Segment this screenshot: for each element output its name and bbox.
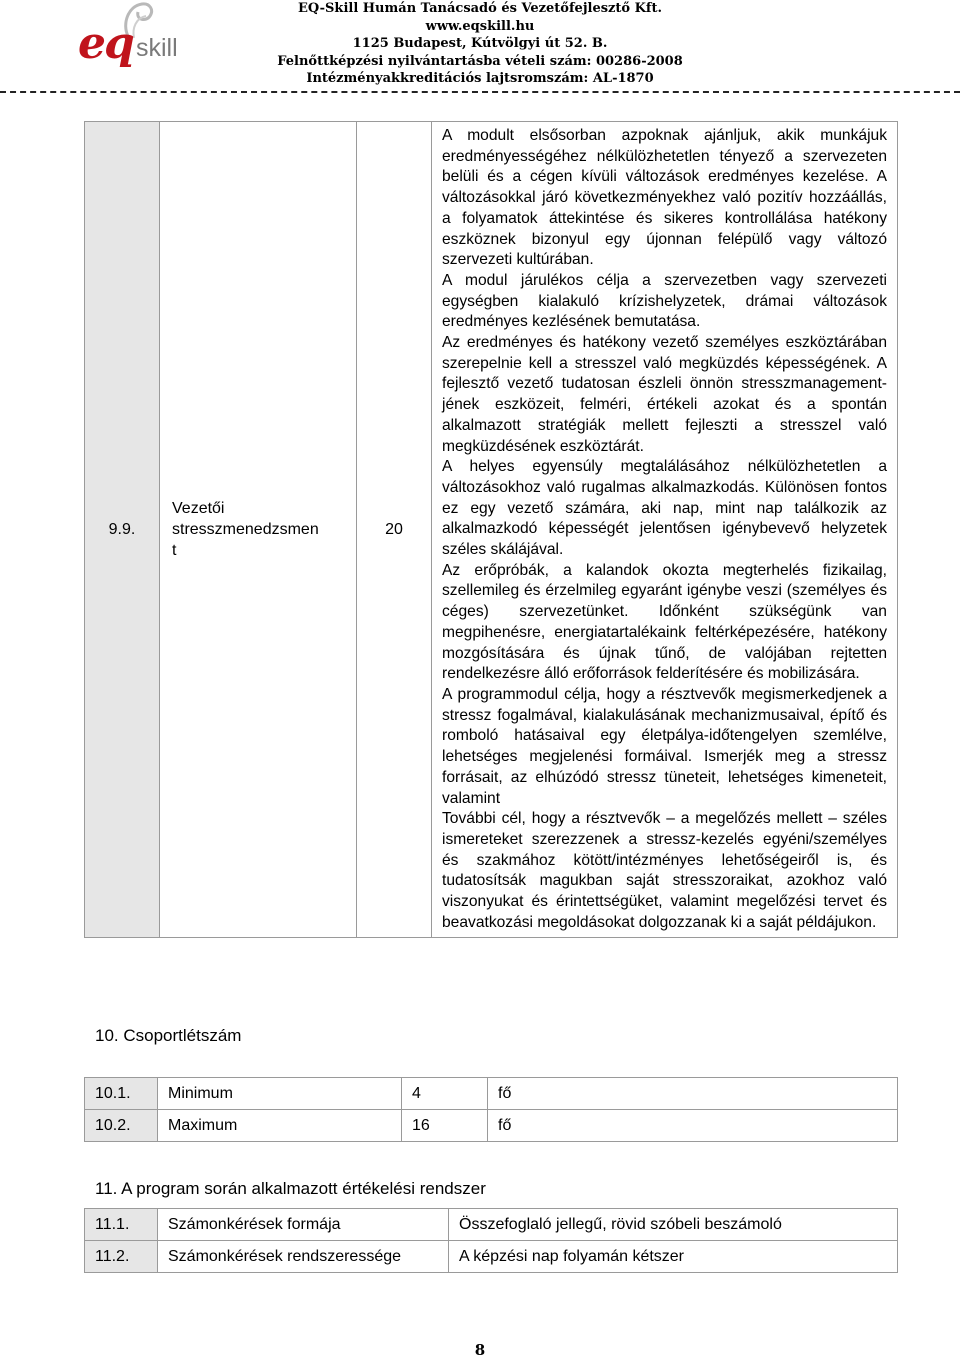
row-number: 11.1. (85, 1209, 158, 1241)
section-11-title: 11. A program során alkalmazott értékelési rendszer (95, 1179, 486, 1198)
description-paragraph: A modul járulékos célja a szervezetben vagy szervezeti egységben kialakuló krízishelyzetek, drámai változások eredményes kezlésének bemutatása. (442, 271, 887, 331)
eqskill-logo (72, 0, 192, 80)
row-label: Maximum (158, 1110, 402, 1142)
logo-eq-text: eq (78, 18, 133, 69)
row-label: Minimum (158, 1078, 402, 1110)
table-row (85, 1078, 898, 1110)
row-label: Számonkérések formája (158, 1209, 449, 1241)
row-value: Összefoglaló jellegű, rövid szóbeli beszámoló (449, 1209, 898, 1241)
row-number: 11.2. (85, 1241, 158, 1273)
table-row (85, 1110, 898, 1142)
description-paragraph: Az eredményes és hatékony vezető személyes eszköztárában szerepelnie kell a stresszel való megküzdés képességének. A fejlesztő vezető tudatosan észleli önnön stresszmanagement-jének eszközeit, felméri, értékeli azokat és a spontán alkalmazott stratégiák mellett fejleszti a stresszel való megküzdésének eszköztárát. (442, 334, 887, 455)
table-row (85, 1241, 898, 1273)
logo-skill-text: skill (136, 34, 178, 62)
evaluation-table (84, 1208, 898, 1273)
row-value: 4 (402, 1078, 488, 1110)
registration-number: Felnőttképzési nyilvántartásba vételi szám: 00286-2008 (277, 53, 683, 69)
page-header (0, 0, 960, 95)
module-title-line: stresszmenedzsmen (172, 521, 319, 539)
row-value: A képzési nap folyamán kétszer (449, 1241, 898, 1273)
description-paragraph: A programmodul célja, hogy a résztvevők megismerkedjenek a stressz fogalmával, kialakulásának mechanizmusaival, építő és romboló hatásaival egy életpálya-időtengelyen szemlélve, lehetséges megjelenési formáival. Ismerjék meg a stressz forrásait, az elhúzódó stressz tüneteit, lehetséges kimeneteit, valamint (442, 685, 887, 807)
module-table (84, 121, 898, 938)
description-paragraph: Az erőpróbák, a kalandok okozta megterhelés fizikailag, szellemileg és érzelmileg egyaránt igénybe veszi (személyes és céges) szervezetünket. Időnként szükségünk van megpihenésre, energiatartalékaink feltérképezésére, hatékony mozgósítására és újnak tűnő, de valójában rejtetten rendelkezésre álló erőforrások felderítésére és mobilizására. (442, 561, 887, 683)
row-number: 10.1. (85, 1078, 158, 1110)
module-row (85, 122, 898, 938)
module-description (432, 122, 898, 938)
module-number: 9.9. (85, 122, 160, 938)
company-website[interactable]: www.eqskill.hu (425, 18, 535, 34)
table-row (85, 1209, 898, 1241)
section-10-title: 10. Csoportlétszám (95, 1026, 242, 1045)
accreditation-number: Intézményakkreditációs lajtsromszám: AL-1870 (306, 71, 654, 86)
description-paragraph: A helyes egyensúly megtalálásához nélkülözhetetlen a változásokhoz való rugalmas alkalmazkodás. Különösen fontos ez egy vezető számára, aki nap, mint nap találkozik az alkalmazkodó képességét jelentősen igénybevevő helyzetek széles skálájával. (442, 458, 887, 559)
module-title-line: t (172, 542, 177, 560)
module-hours: 20 (357, 122, 432, 938)
row-label: Számonkérések rendszeressége (158, 1241, 449, 1273)
row-unit: fő (488, 1078, 898, 1110)
page-number: 8 (474, 1341, 486, 1359)
company-info (250, 0, 710, 88)
description-paragraph: A modult elsősorban azpoknak ajánljuk, akik munkájuk eredményességéhez nélkülözhetetlen tényező a szervezeten belüli és a cégen kívüli változások eredményes kezelése. A változásokkal járó következményekhez való pozitív hozzáállás, a folyamatok áttekintése és sikeres kontrollálása hatékony eszköznek bizonyul egy újonnan felépülő vagy változó szervezeti kultúrában. (442, 127, 887, 269)
row-value: 16 (402, 1110, 488, 1142)
module-title-line: Vezetői (172, 500, 225, 518)
group-size-table (84, 1077, 898, 1142)
module-title (160, 122, 357, 938)
company-address: 1125 Budapest, Kútvölgyi út 52. B. (352, 36, 608, 51)
header-divider (0, 91, 960, 93)
description-paragraph: További cél, hogy a résztvevők – a megelőzés mellett – széles ismereteket szerezzenek a stressz-kezelés egyéni/személyes és szakmához kötött/intézményes lehetőségeiről is, és tudatosítsák magukban saját stresszoraikat, azokhoz való viszonyukat és érintettségüket, valamint megelőzési tervet és beavatkozási megoldásokat dolgozzanak ki a saját példájukon. (442, 810, 887, 931)
company-name: EQ-Skill Humán Tanácsadó és Vezetőfejlesztő Kft. (297, 1, 663, 16)
row-unit: fő (488, 1110, 898, 1142)
row-number: 10.2. (85, 1110, 158, 1142)
